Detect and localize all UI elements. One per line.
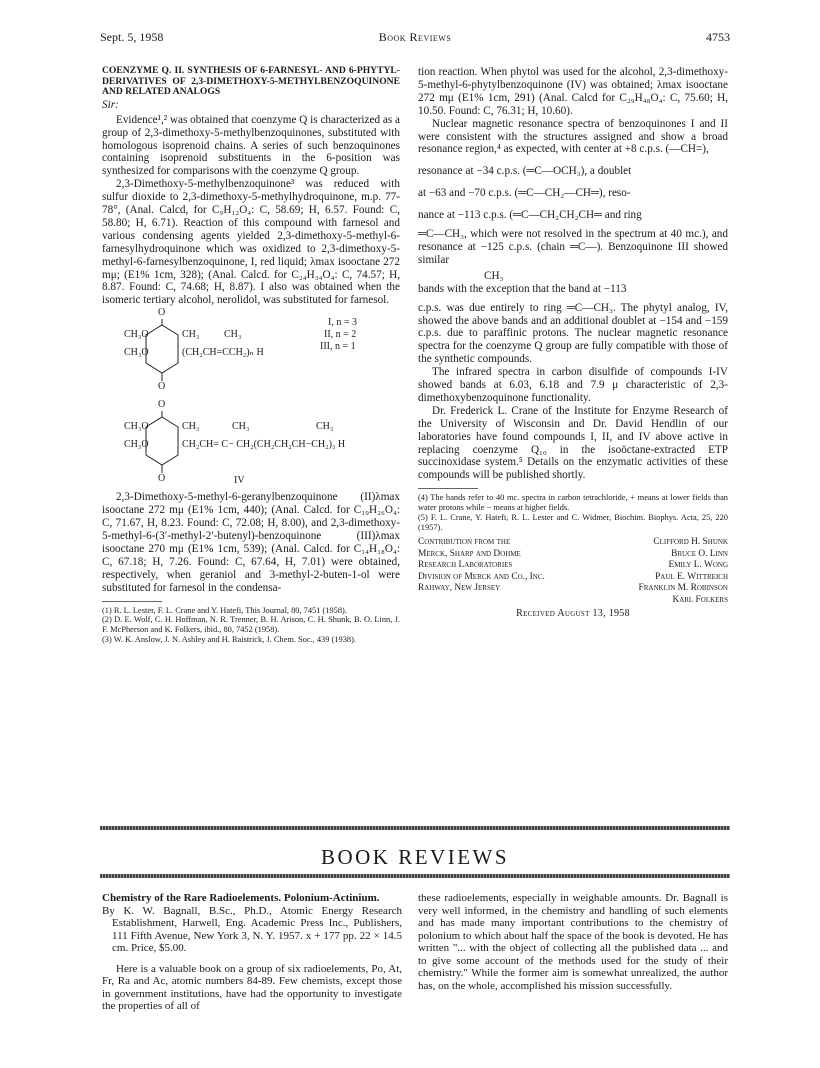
header-page-number: 4753 bbox=[706, 30, 730, 44]
paragraph-r2e: ═C—CH₃, which were not resolved in the spectrum at 40 mc.), and resonance at −125 c.p.s. (chain ═C—). Benzoquinone III showed similar bbox=[418, 228, 728, 266]
affiliation-line: Rahway, New Jersey bbox=[418, 583, 501, 594]
received-date: Received August 13, 1958 bbox=[516, 607, 630, 619]
article-title: COENZYME Q. II. SYNTHESIS OF 6-FARNESYL- AND 6-PHYTYL-DERIVATIVES OF 2,3-DIMETHOXY-5-METHYLBENZOQUINONE AND RELATED ANALOGS bbox=[102, 65, 400, 98]
author-name: Bruce O. Linn bbox=[671, 548, 728, 559]
book-review-right bbox=[418, 892, 728, 992]
section-divider-bottom bbox=[100, 874, 730, 878]
compound-label-iii: III, n = 1 bbox=[320, 341, 356, 353]
paragraph-r2b: resonance at −34 c.p.s. (═C—OCH₃), a doublet bbox=[418, 165, 632, 178]
header-section: Book Reviews bbox=[378, 30, 452, 44]
running-header bbox=[100, 30, 730, 46]
isoprenoid-chain: (CH₂CH=CCH₂)ₙ H bbox=[182, 347, 264, 359]
footnote-3: (3) W. K. Anslow, J. N. Ashley and H. Raistrick, J. Chem. Soc., 439 (1938). bbox=[102, 634, 356, 644]
book-title: Chemistry of the Rare Radioelements. Polonium-Actinium. bbox=[102, 892, 380, 904]
paragraph-r2c: at −63 and −70 c.p.s. (═C—CH₂—CH═), reso- bbox=[418, 187, 631, 200]
compound-label-iv: IV bbox=[234, 475, 245, 487]
methyl-chain-1: CH₃ bbox=[232, 421, 250, 433]
author-name: Karl Folkers bbox=[672, 594, 728, 605]
footnote-4: (4) The bands refer to 40 mc. spectra in carbon tetrachloride, + means at lower fields than water protons while − means at higher fields. bbox=[418, 493, 728, 513]
footnote-rule bbox=[418, 488, 478, 489]
oxygen-bottom: O bbox=[158, 381, 166, 393]
paragraph-r2f: bands with the exception that the band at −113 bbox=[418, 282, 627, 295]
structure-iv bbox=[102, 399, 400, 491]
footnote-2: (2) D. E. Wolf, C. H. Hoffman, N. R. Trenner, B. H. Arison, C. H. Shunk, B. O. Linn, J. F. McPherson and K. Folkers, ibid., 80, 7452 (1958). bbox=[102, 615, 400, 635]
book-byline: By K. W. Bagnall, B.Sc., Ph.D., Atomic Energy Research Establishment, Harwell, Eng. Academic Press Inc., Publishers, 111 Fifth Avenue, New York 3, N. Y. 1957. x + 177 pp. 22 × 14.5 cm. Price, $5.00. bbox=[102, 904, 402, 954]
methyl: CH₃ bbox=[182, 421, 200, 433]
methoxy-2: CH₃O bbox=[124, 347, 149, 359]
author-name: Paul E. Wittreich bbox=[655, 571, 728, 582]
footnote-5: (5) F. L. Crane, Y. Hatefi, R. L. Lester and C. Widmer, Biochim. Biophys. Acta, 25, 220 (1957). bbox=[418, 512, 728, 532]
section-divider-top bbox=[100, 826, 730, 830]
methyl-chain-2: CH₃ bbox=[316, 421, 334, 433]
footnote-1: (1) R. L. Lester, F. L. Crane and Y. Hatefi, This Journal, 80, 7451 (1958). bbox=[102, 605, 347, 615]
ch3-label: CH₃ bbox=[484, 269, 504, 282]
book-review-left bbox=[102, 892, 402, 1013]
affiliation-block bbox=[418, 537, 728, 605]
salutation: Sir: bbox=[102, 98, 119, 111]
oxygen-bottom: O bbox=[158, 473, 166, 485]
author-name: Emily L. Wong bbox=[668, 560, 728, 571]
paragraph-3: 2,3-Dimethoxy-5-methyl-6-geranylbenzoquinone (II)λmax isooctane 272 mμ (E1% 1cm, 440); (Anal. Calcd. for C₁₉H₂₆O₄: C, 71.67, H, 8.23. Found: C, 72.08; H, 8.00), and 2,3-dimethoxy-5-methyl-6-(3′-methyl-2′-butenyl)-benzoquinone (III)λmax isooctane 270 mμ (E1% 1cm, 539); (Anal. Calcd. for C₁₄H₁₈O₄: C, 67.18; H, 7.26. Found: C, 67.64, H, 7.01) were obtained, respectively, when geraniol and 3-methyl-2-buten-1-ol were substituted for farnesol in the condensa- bbox=[102, 491, 400, 594]
paragraph-r2g: c.p.s. was due entirely to ring ═C—CH₃. The phytyl analog, IV, showed the above bands and an additional doublet at −154 and −159 c.p.s. due to paraffinic protons. The nuclear magnetic resonance spectra for the coenzyme Q group are fully compatible with those of the synthetic compounds. bbox=[418, 301, 728, 366]
header-date: Sept. 5, 1958 bbox=[100, 30, 164, 44]
paragraph-r4: Dr. Frederick L. Crane of the Institute for Enzyme Research of the University of Wisconsin and Dr. David Hendlin of our laboratories have found compounds I, II, and IV above active in replacing coenzyme Q₁₀ in the isoöctane-extracted ETP succinoxidase system.⁵ Details on the enzymatic activities of these compounds will be published shortly. bbox=[418, 404, 728, 482]
methoxy-1: CH₃O bbox=[124, 329, 149, 341]
review-body-left: Here is a valuable book on a group of six radioelements, Po, At, Fr, Ra and Ac, atomic numbers 84-89. Few chemists, except those in government institutions, have had the opportunity to investigate the properties of all of bbox=[102, 962, 402, 1012]
footnote-rule bbox=[102, 601, 162, 602]
paragraph-r2a: Nuclear magnetic resonance spectra of benzoquinones I and II were consistent with the structures assigned and show a broad resonance region,⁴ as expected, with center at +8 c.p.s. (—CH=), bbox=[418, 117, 728, 156]
compound-label-ii: II, n = 2 bbox=[324, 329, 357, 341]
author-name: Franklin M. Robinson bbox=[638, 583, 728, 594]
structure-i-iii bbox=[102, 307, 400, 399]
oxygen-top: O bbox=[158, 307, 166, 319]
phytyl-chain: CH₂CH= C− CH₂(CH₂CH₂CH−CH₂)₃ H bbox=[182, 439, 346, 451]
book-reviews-heading: BOOK REVIEWS bbox=[320, 845, 510, 869]
paragraph-2: 2,3-Dimethoxy-5-methylbenzoquinone³ was reduced with sulfur dioxide to 2,3-dimethoxy-5-methylhydroquinone, m.p. 77-78°, (Anal. Calcd, for C₉H₁₂O₄: C, 58.69; H, 6.57. Found: C, 58.80; H, 6.71). Reaction of this compound with farnesol and various condensing agents yielded 2,3-dimethoxy-5-methyl-6-farnesylhydroquinone which was oxidized to 2,3-dimethoxy-5-methyl-6-farnesylbenzoquinone, I, red liquid; λmax isooctane 272 mμ; (E1% 1cm, 328); (Anal. Calcd. for C₂₄H₃₄O₄: C, 74.57; H, 8.87. Found: C, 74.68; H, 8.87). I also was obtained when the isomeric tertiary alcohol, nerolidol, was substituted for farnesol. bbox=[102, 178, 400, 307]
affiliation-line: Merck, Sharp and Dohme bbox=[418, 548, 521, 559]
affiliation-line: Contribution from the bbox=[418, 537, 511, 548]
paragraph-r2d: nance at −113 c.p.s. (═C—CH₂CH₂CH═ and ring bbox=[418, 209, 642, 222]
methyl: CH₃ bbox=[182, 329, 200, 341]
left-column bbox=[102, 66, 400, 645]
right-column bbox=[418, 66, 728, 621]
paragraph-r1: tion reaction. When phytol was used for the alcohol, 2,3-dimethoxy-5-methyl-6-phytylbenzoquinone (IV) was obtained; λmax isooctane 272 mμ (E1% 1cm, 291) (Anal. Calcd for C₂₉H₄₈O₄: C, 75.60; H, 10.50. Found: C, 76.31; H, 10.60). bbox=[418, 66, 728, 117]
methoxy-1: CH₃O bbox=[124, 421, 149, 433]
affiliation-line: Division of Merck and Co., Inc. bbox=[418, 571, 545, 582]
affiliation-line: Research Laboratories bbox=[418, 560, 513, 571]
review-body-right: these radioelements, especially in weighable amounts. Dr. Bagnall is very well informed, in the chemistry and handling of such elements and has made many important contributions to the chemistry of polonium to which about half the space of the book is devoted. He has written "... with the object of collecting all the published data ... and to give some account of the methods used for the study of their chemistry." While the former aim is somewhat unrealized, the author has, on the whole, accomplished his mission successfully. bbox=[418, 892, 728, 992]
methoxy-2: CH₃O bbox=[124, 439, 149, 451]
oxygen-top: O bbox=[158, 399, 166, 411]
paragraph-1: Evidence¹,² was obtained that coenzyme Q is characterized as a group of 2,3-dimethoxy-5-methylbenzoquinones, substituted with homologous isoprenoid chains. A series of such benzoquinones containing isoprenoid substituents in the 6-position was synthesized for comparisons with the coenzyme Q group. bbox=[102, 113, 400, 178]
author-name: Clifford H. Shunk bbox=[653, 537, 728, 548]
paragraph-r3: The infrared spectra in carbon disulfide of compounds I-IV showed bands at 6.03, 6.18 and 7.9 μ characteristic of 2,3-dimethoxybenzoquinone functionality. bbox=[418, 366, 728, 404]
methyl-chain: CH₃ bbox=[224, 329, 242, 341]
compound-label-i: I, n = 3 bbox=[328, 317, 357, 329]
